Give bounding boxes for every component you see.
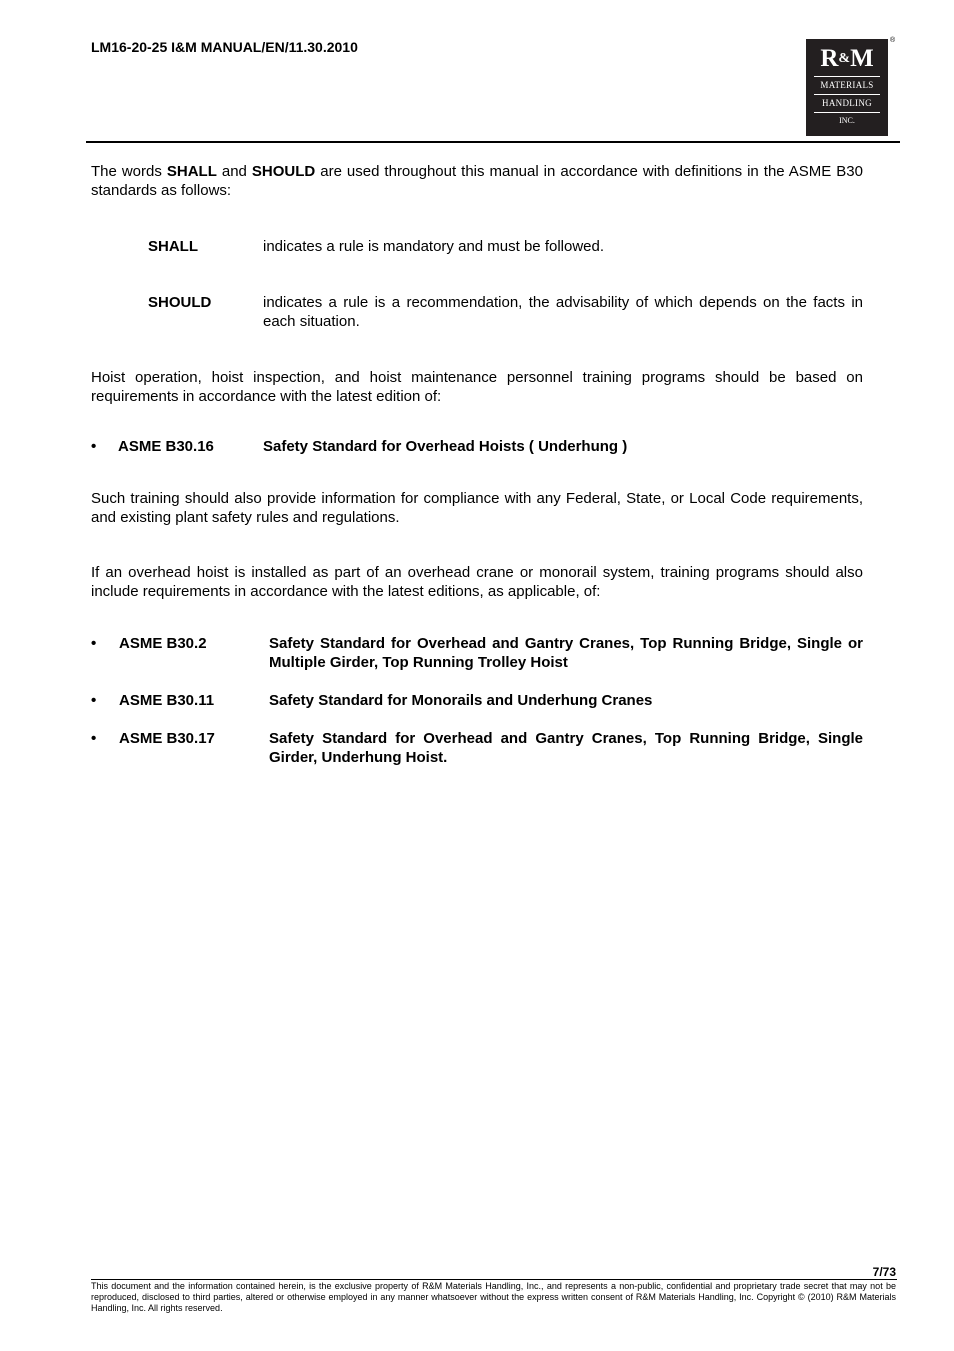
logo-inc: INC. — [839, 116, 855, 125]
registered-mark: ® — [890, 37, 896, 44]
bullet-symbol: • — [91, 730, 97, 747]
page-number: 7/73 — [872, 1265, 896, 1279]
standard-code: ASME B30.17 — [119, 730, 215, 747]
intro-paragraph: The words SHALL and SHOULD are used throughout this manual in accordance with definitions in the ASME B30 standards as follows: — [91, 163, 863, 199]
logo-materials: MATERIALS — [820, 80, 874, 90]
standard-title: Safety Standard for Monorails and Underhung Cranes — [269, 692, 653, 709]
standard-title: Safety Standard for Overhead Hoists ( Underhung ) — [263, 438, 628, 455]
definition-text-should: indicates a rule is a recommendation, the advisability of which depends on the facts in each situation. — [263, 294, 863, 330]
footer-divider — [91, 1279, 897, 1280]
definition-term-should: SHOULD — [148, 294, 212, 311]
crane-paragraph: If an overhead hoist is installed as part of an overhead crane or monorail system, training programs should also include requirements in accordance with the latest editions, as applicable, of: — [91, 564, 863, 600]
standard-code: ASME B30.16 — [118, 438, 214, 455]
logo-divider — [814, 76, 880, 77]
confidentiality-notice: This document and the information contained herein, is the exclusive property of R&M Materials Handling, Inc., and represents a non-public, confidential and proprietary trade secret that may not be reproduced, disclosed to third parties, altered or otherwise employed in any manner whatsoever without the express written consent of R&M Materials Handling, Inc. Copyright © (2010) R&M Materials Handling, Inc. All rights reserved. — [91, 1281, 896, 1313]
logo-monogram: R&M — [820, 45, 874, 72]
standard-title: Safety Standard for Overhead and Gantry Cranes, Top Running Bridge, Single or Multiple Girder, Top Running Trolley Hoist — [269, 635, 863, 671]
bullet-symbol: • — [91, 635, 97, 652]
training-paragraph: Hoist operation, hoist inspection, and hoist maintenance personnel training programs should be based on requirements in accordance with the latest edition of: — [91, 369, 863, 405]
standard-code: ASME B30.11 — [119, 692, 215, 709]
standard-code: ASME B30.2 — [119, 635, 207, 652]
definition-term-shall: SHALL — [148, 238, 198, 255]
compliance-paragraph: Such training should also provide information for compliance with any Federal, State, or Local Code requirements, and existing plant safety rules and regulations. — [91, 490, 863, 526]
header-divider — [86, 141, 900, 143]
bullet-symbol: • — [91, 692, 97, 709]
logo-divider — [814, 112, 880, 113]
logo-handling: HANDLING — [822, 98, 872, 108]
logo-divider — [814, 94, 880, 95]
document-id: LM16-20-25 I&M MANUAL/EN/11.30.2010 — [91, 39, 358, 55]
standard-title: Safety Standard for Overhead and Gantry Cranes, Top Running Bridge, Single Girder, Underhung Hoist. — [269, 730, 863, 766]
company-logo — [806, 39, 888, 136]
definition-text-shall: indicates a rule is mandatory and must be followed. — [263, 238, 605, 255]
bullet-symbol: • — [91, 438, 97, 455]
